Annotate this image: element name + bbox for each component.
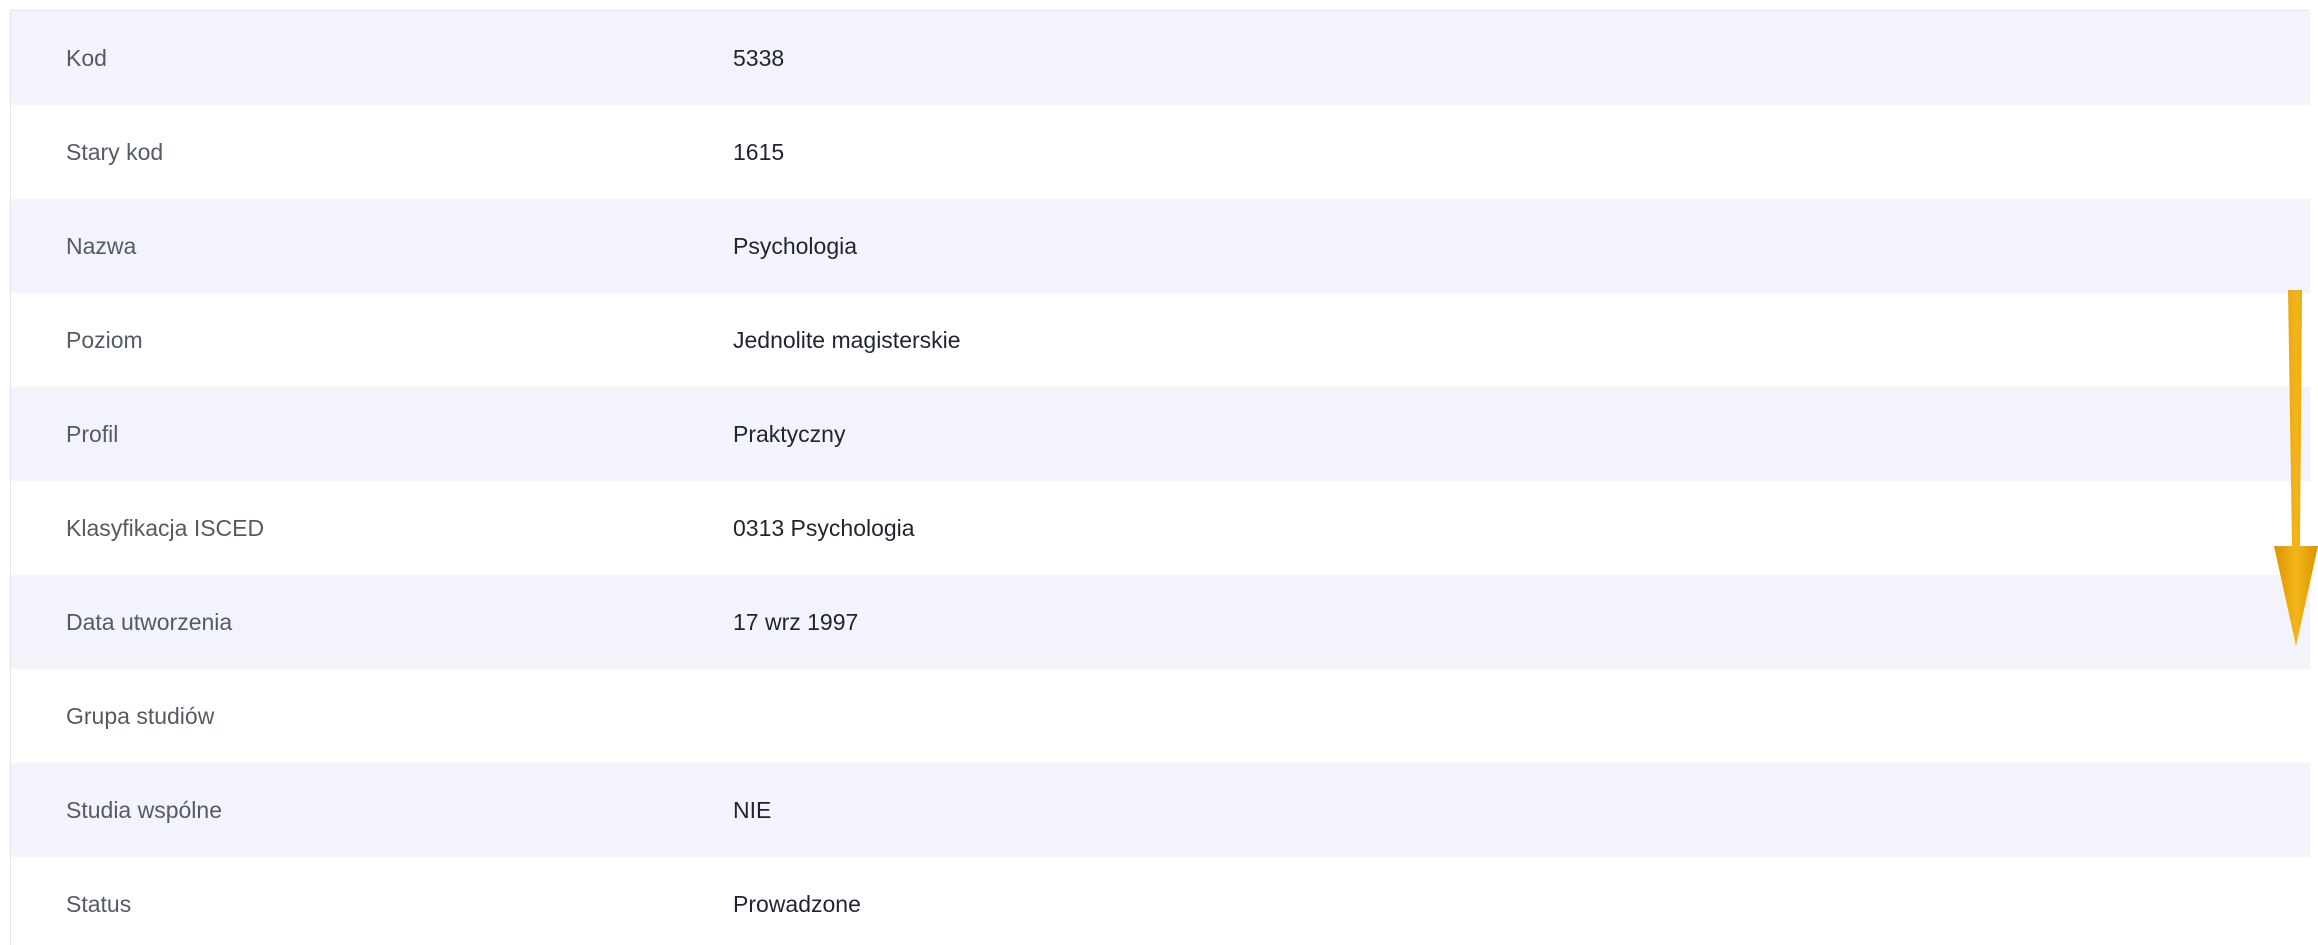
detail-value: 1615 xyxy=(733,138,785,165)
down-arrow-icon xyxy=(2274,290,2318,646)
detail-label: Klasyfikacja ISCED xyxy=(66,514,265,541)
detail-row-status xyxy=(11,857,2310,945)
detail-value: Jednolite magisterskie xyxy=(733,326,961,353)
detail-label: Poziom xyxy=(66,326,143,353)
detail-value: Prowadzone xyxy=(733,890,861,917)
detail-value: NIE xyxy=(733,796,772,823)
detail-value: 0313 Psychologia xyxy=(733,514,915,541)
detail-row-data-utworzenia xyxy=(11,575,2310,669)
detail-label: Grupa studiów xyxy=(66,702,215,729)
detail-row-kod xyxy=(11,11,2310,105)
detail-row-grupa-studiow xyxy=(11,669,2310,763)
detail-row-poziom xyxy=(11,293,2310,387)
detail-value: 5338 xyxy=(733,44,785,71)
detail-row-stary-kod xyxy=(11,105,2310,199)
detail-row-profil xyxy=(11,387,2310,481)
detail-label: Kod xyxy=(66,44,107,71)
detail-value: Praktyczny xyxy=(733,420,846,447)
detail-row-nazwa xyxy=(11,199,2310,293)
detail-row-klasyfikacja-isced xyxy=(11,481,2310,575)
detail-label: Profil xyxy=(66,420,119,447)
detail-label: Stary kod xyxy=(66,138,164,165)
detail-label: Data utworzenia xyxy=(66,608,233,635)
detail-label: Status xyxy=(66,890,132,917)
detail-label: Nazwa xyxy=(66,232,137,259)
detail-row-studia-wspolne xyxy=(11,763,2310,857)
detail-label: Studia wspólne xyxy=(66,796,222,823)
detail-value: Psychologia xyxy=(733,232,858,259)
detail-value: 17 wrz 1997 xyxy=(733,608,859,635)
program-details-table xyxy=(10,10,2310,945)
